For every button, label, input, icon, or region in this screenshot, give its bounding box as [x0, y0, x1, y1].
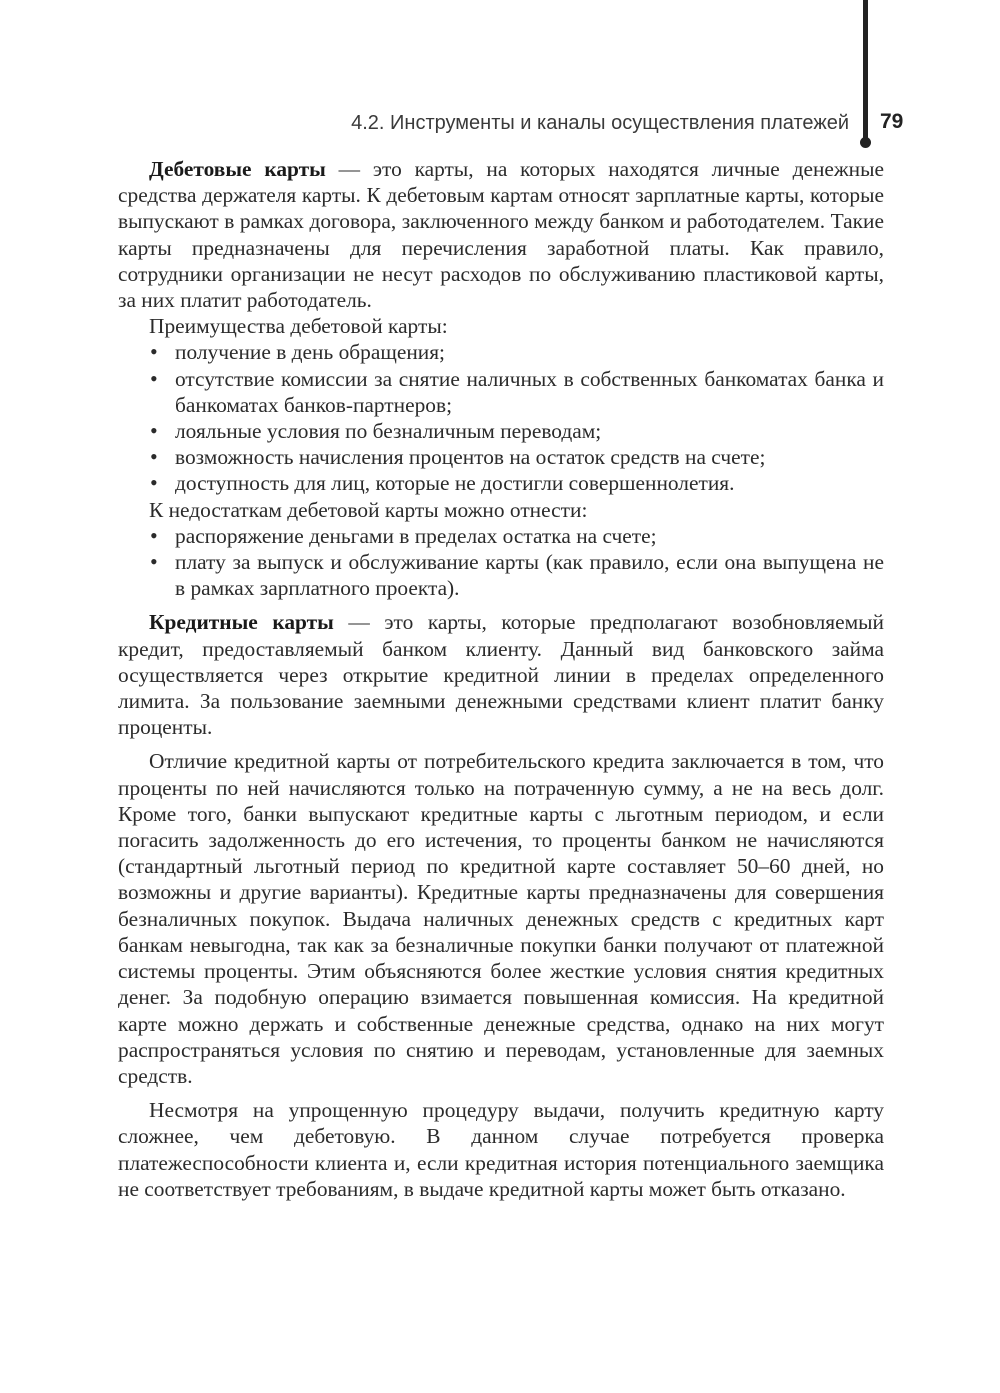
paragraph-text: — это карты, на которых находятся личные денежные средства держателя карты. К дебетовым картам относят зарплатные карты, которые выпускают в рамках договора, заключенного между банком и работодателем. Такие карты предназначены для перечисления заработной платы. Как правило, сотрудники организации не несут расходов по обслуживанию пластиковой карты, за них платит работодатель. [118, 157, 884, 313]
paragraph-credit-vs-loan: Отличие кредитной карты от потребительского кредита заключается в том, что проценты по ней начисляются только на потраченную сумму, а не на весь долг. Кроме того, банки выпускают кредитные карты с льготным периодом, и если погасить задолженность до его истечения, то проценты банком не начисляются (стандартный льготный период по кредитной карте составляет 50–60 дней, но возможны и другие варианты). Кредитные карты предназначены для совершения безналичных покупок. Выдача наличных денежных средств с кредитных карт банкам невыгодна, так как за безналичные покупки банки получают от платежной системы проценты. Этим объясняются более жесткие условия снятия кредитных денег. За подобную операцию взимается повышенная комиссия. На кредитной карте можно держать и собственные денежные средства, однако на них могут распространяться условия по снятию и переводам, установленные для заемных средств. [118, 749, 884, 1088]
advantages-intro: Преимущества дебетовой карты: [149, 314, 448, 339]
list-item: • доступность для лиц, которые не достигли совершеннолетия. [175, 470, 884, 496]
header-vertical-rule [863, 0, 868, 142]
page-number: 79 [880, 110, 904, 133]
term-credit-cards: Кредитные карты [149, 610, 334, 635]
list-item: • получение в день обращения; [175, 339, 884, 365]
list-item: • распоряжение деньгами в пределах остатка на счете; [175, 523, 884, 549]
disadvantages-intro: К недостаткам дебетовой карты можно отнести: [149, 497, 588, 522]
list-item: • лояльные условия по безналичным переводам; [175, 418, 884, 444]
paragraph-credit-card-issuance: Несмотря на упрощенную процедуру выдачи, получить кредитную карту сложнее, чем дебетовую. В данном случае потребуется проверка платежеспособности клиента и, если кредитная история потенциального заемщика не соответствует требованиям, в выдаче кредитной карты может быть отказано. [118, 1098, 884, 1201]
advantages-list [118, 339, 884, 496]
paragraph-credit-cards [118, 609, 884, 740]
list-item: • плату за выпуск и обслуживание карты (как правило, если она выпущена не в рамках зарплатного проекта). [175, 549, 884, 601]
term-debit-cards: Дебетовые карты [149, 157, 326, 181]
paragraph-text: — это карты, которые предполагают возобновляемый кредит, предоставляемый банком клиенту. Данный вид банковского займа осуществляется через открытие кредитной линии в пределах определенного лимита. За пользование заемными денежными средствами клиент платит банку проценты. [118, 610, 884, 740]
disadvantages-list [118, 523, 884, 602]
page-body [118, 156, 884, 1202]
paragraph-debit-cards [118, 156, 884, 313]
header-rule-dot [860, 137, 871, 148]
list-item: • отсутствие комиссии за снятие наличных в собственных банкоматах банка и банкоматах банков-партнеров; [175, 366, 884, 418]
list-item: • возможность начисления процентов на остаток средств на счете; [175, 444, 884, 470]
running-head: 4.2. Инструменты и каналы осуществления платежей [351, 112, 849, 134]
